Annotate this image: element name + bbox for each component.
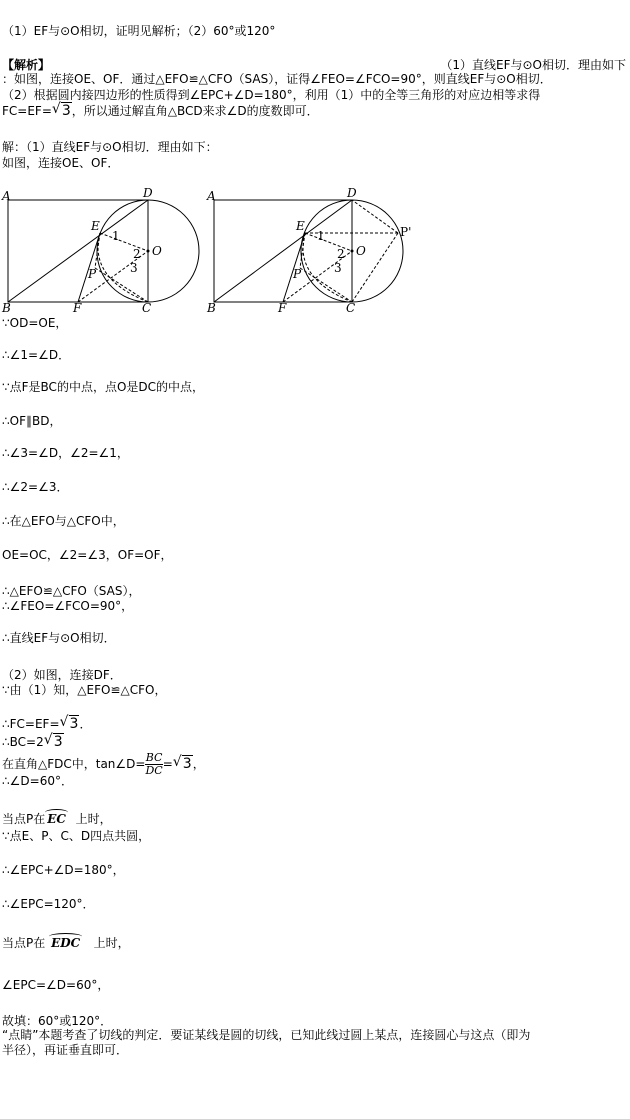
label-A: A	[2, 189, 11, 203]
arc-symbol: EDC	[51, 936, 81, 950]
proof-line-4: ∴OF∥BD，	[2, 414, 62, 428]
analysis-heading: 【解析】	[2, 58, 51, 72]
figure-2	[206, 188, 411, 315]
answer-line: （1）EF与⊙O相切，证明见解析；（2）60°或120°	[2, 24, 276, 38]
label-F-2: F	[278, 301, 287, 315]
label-2-2: 2	[337, 247, 345, 261]
label-P: P	[88, 267, 97, 281]
label-F: F	[73, 301, 82, 315]
proof-line-7: ∴在△EFO与△CFO中，	[2, 514, 125, 528]
label-C: C	[142, 301, 152, 315]
label-B: B	[2, 301, 11, 315]
label-D: D	[143, 188, 153, 200]
comment-line-2: 半径），再证垂直即可．	[2, 1043, 129, 1057]
solution-line-1: 解：（1）直线EF与⊙O相切．理由如下：	[2, 140, 218, 154]
figure-1	[1, 188, 199, 315]
part2-line-9: ∴∠EPC+∠D=180°，	[2, 863, 125, 877]
geometry-figures	[0, 188, 420, 318]
part2-line-6: ∴∠D=60°．	[2, 774, 73, 788]
label-P-prime: P'	[400, 225, 412, 239]
proof-line-2: ∴∠1=∠D．	[2, 348, 71, 362]
part2-line-13: 故填：60°或120°．	[2, 1014, 113, 1028]
label-E-2: E	[296, 219, 305, 233]
label-3: 3	[130, 261, 138, 275]
part2-line-3: ∴FC=EF=√ 3．	[2, 717, 91, 731]
label-E: E	[91, 219, 100, 233]
part2-line-2: ∵由（1）知，△EFO≌△CFO，	[2, 683, 167, 697]
part2-line-8: ∵点E、P、C、D四点共圆，	[2, 829, 151, 843]
analysis-line-2: （2）根据圆内接四边形的性质得到∠EPC+∠D=180°，利用（1）中的全等三角形的对应边相等求得	[2, 88, 541, 102]
proof-line-1: ∵OD=OE，	[2, 316, 68, 330]
part2-line-4: ∴BC=2√ 3	[2, 735, 64, 749]
label-O-2: O	[356, 244, 366, 258]
part2-line-5: 在直角△FDC中，tan∠D= $\frac{BC}{DC}$ =√ 3，	[2, 752, 205, 777]
part2-line-7: 当点P在 EC 上时，	[2, 812, 112, 826]
label-3-2: 3	[334, 261, 342, 275]
arc-symbol: EC	[47, 812, 66, 826]
label-1-2: 1	[317, 229, 325, 243]
proof-line-11: ∴直线EF与⊙O相切．	[2, 631, 116, 645]
part2-line-12: ∠EPC=∠D=60°，	[2, 978, 110, 992]
proof-line-3: ∵点F是BC的中点，点O是DC的中点，	[2, 380, 205, 394]
label-2: 2	[133, 247, 141, 261]
proof-line-8: OE=OC，∠2=∠3，OF=OF，	[2, 548, 173, 562]
label-D-2: D	[347, 188, 357, 200]
label-1: 1	[112, 229, 120, 243]
analysis-right-line: （1）直线EF与⊙O相切．理由如下	[440, 58, 626, 72]
part2-line-1: （2）如图，连接DF．	[2, 668, 122, 682]
part2-line-11: 当点P在 EDC 上时，	[2, 936, 130, 950]
proof-line-10: ∴∠FEO=∠FCO=90°，	[2, 599, 134, 613]
label-O: O	[152, 244, 162, 258]
analysis-line-3: FC=EF=√ 3，所以通过解直角△BCD来求∠D的度数即可．	[2, 104, 319, 118]
sqrt-expr: √ 3	[52, 104, 72, 118]
part2-line-10: ∴∠EPC=120°．	[2, 897, 95, 911]
fraction: $\frac{BC}{DC}$	[145, 751, 163, 777]
comment-line-1: “点睛”本题考查了切线的判定．要证某线是圆的切线，已知此线过圆上某点，连接圆心与这点（即为	[2, 1028, 531, 1042]
sqrt-expr: √ 3	[44, 735, 64, 749]
label-C-2: C	[346, 301, 356, 315]
sqrt-expr: √ 3	[60, 717, 80, 731]
proof-line-6: ∴∠2=∠3．	[2, 480, 69, 494]
proof-line-9: ∴△EFO≌△CFO（SAS），	[2, 584, 141, 598]
label-B-2: B	[207, 301, 216, 315]
proof-line-5: ∴∠3=∠D，∠2=∠1，	[2, 446, 129, 460]
analysis-line-1: ：如图，连接OE、OF．通过△EFO≌△CFO（SAS），证得∠FEO=∠FCO=90°，则直线EF与⊙O相切．	[2, 72, 552, 86]
label-A-2: A	[207, 189, 216, 203]
label-P-2: P	[293, 267, 302, 281]
solution-line-2: 如图，连接OE、OF．	[2, 156, 120, 170]
sqrt-expr: √ 3	[173, 752, 193, 776]
